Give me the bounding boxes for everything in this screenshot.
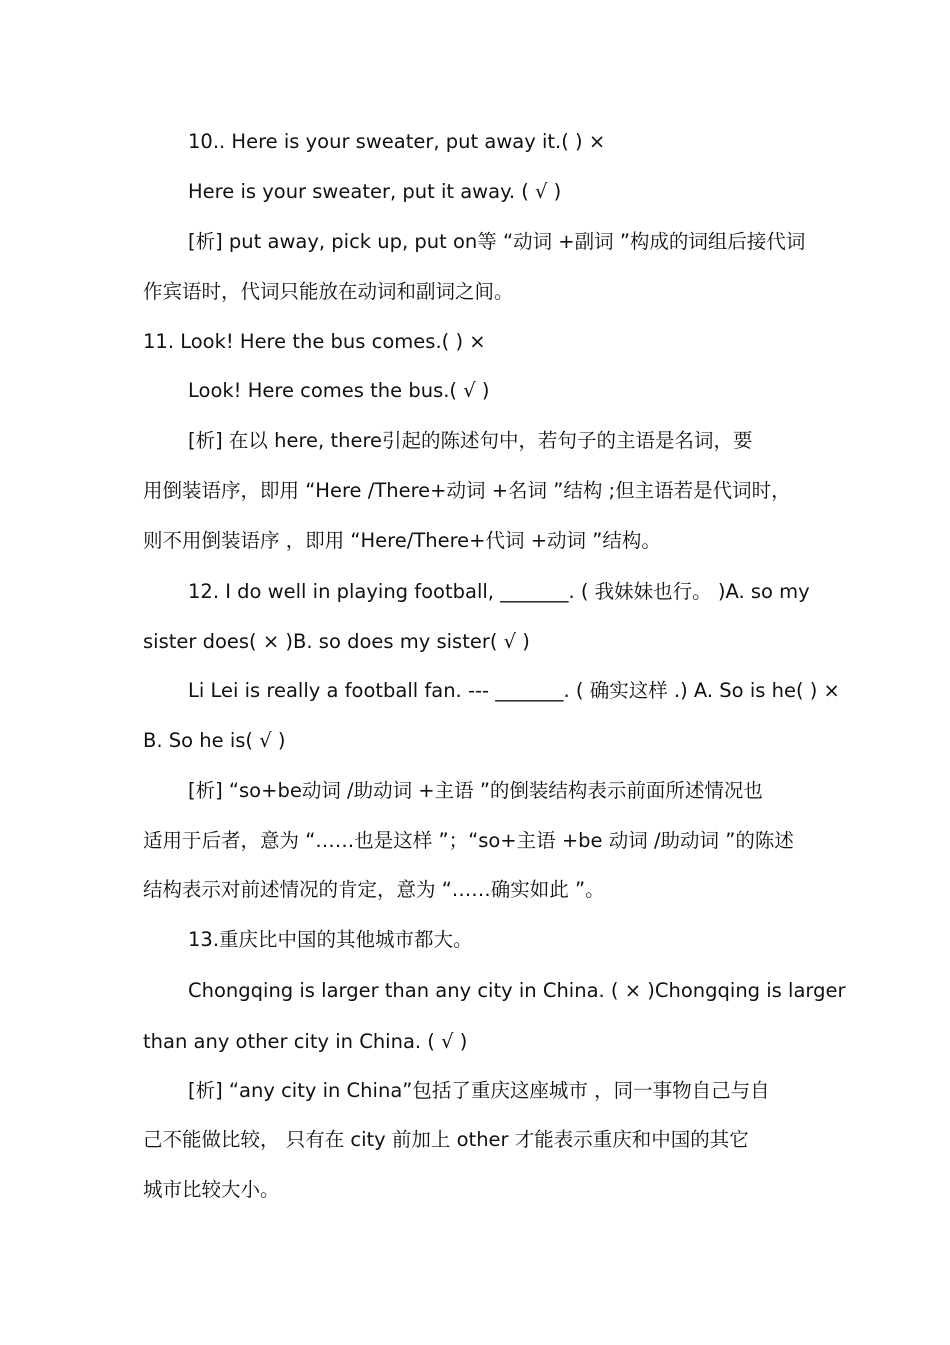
item-13-sentence-line-2: than any other city in China. ( √ ) (143, 1030, 468, 1053)
item-11-analysis-line-3: 则不用倒装语序 ，即用 “Here/There+代词 +动词 ”结构。 (143, 529, 661, 552)
item-12-analysis-line-3: 结构表示对前述情况的肯定，意为 “……确实如此 ”。 (143, 878, 605, 901)
item-10-analysis-line-1: [析] put away, pick up, put on等 “动词 +副词 ”构成的词组后接代词 (188, 230, 806, 253)
item-10-wrong-sentence: 10.. Here is your sweater, put away it.( ) × (188, 130, 606, 153)
item-11-correct-sentence: Look! Here comes the bus.( √ ) (188, 379, 490, 402)
item-10-correct-sentence: Here is your sweater, put it away. ( √ ) (188, 180, 562, 203)
item-12-question-line-3: Li Lei is really a football fan. --- _______. ( 确实这样 .) A. So is he( ) × (188, 679, 840, 702)
item-13-sentence-line-1: Chongqing is larger than any city in China. ( × )Chongqing is larger (188, 979, 846, 1002)
item-13-analysis-line-3: 城市比较大小。 (143, 1178, 280, 1201)
item-12-question-line-2: sister does( × )B. so does my sister( √ ) (143, 630, 530, 653)
item-13-analysis-line-1: [析] “any city in China”包括了重庆这座城市 ，同一事物自己与自 (188, 1079, 770, 1102)
item-12-analysis-line-1: [析] “so+be动词 /助动词 +主语 ”的倒装结构表示前面所述情况也 (188, 779, 763, 802)
item-12-question-line-1: 12. I do well in playing football, _______. ( 我妹妹也行。 )A. so my (188, 580, 810, 603)
item-12-question-line-4: B. So he is( √ ) (143, 729, 286, 752)
item-11-analysis-line-2: 用倒装语序，即用 “Here /There+动词 +名词 ”结构 ;但主语若是代词时， (143, 479, 791, 502)
item-10-analysis-line-2: 作宾语时，代词只能放在动词和副词之间。 (143, 280, 514, 303)
item-13-heading: 13.重庆比中国的其他城市都大。 (188, 928, 473, 951)
item-12-analysis-line-2: 适用于后者，意为 “……也是这样 ”；“so+主语 +be 动词 /助动词 ”的陈述 (143, 829, 794, 852)
item-13-analysis-line-2: 己不能做比较， 只有在 city 前加上 other 才能表示重庆和中国的其它 (143, 1128, 749, 1151)
item-11-analysis-line-1: [析] 在以 here, there引起的陈述句中，若句子的主语是名词，要 (188, 429, 753, 452)
item-11-wrong-sentence: 11. Look! Here the bus comes.( ) × (143, 330, 486, 353)
